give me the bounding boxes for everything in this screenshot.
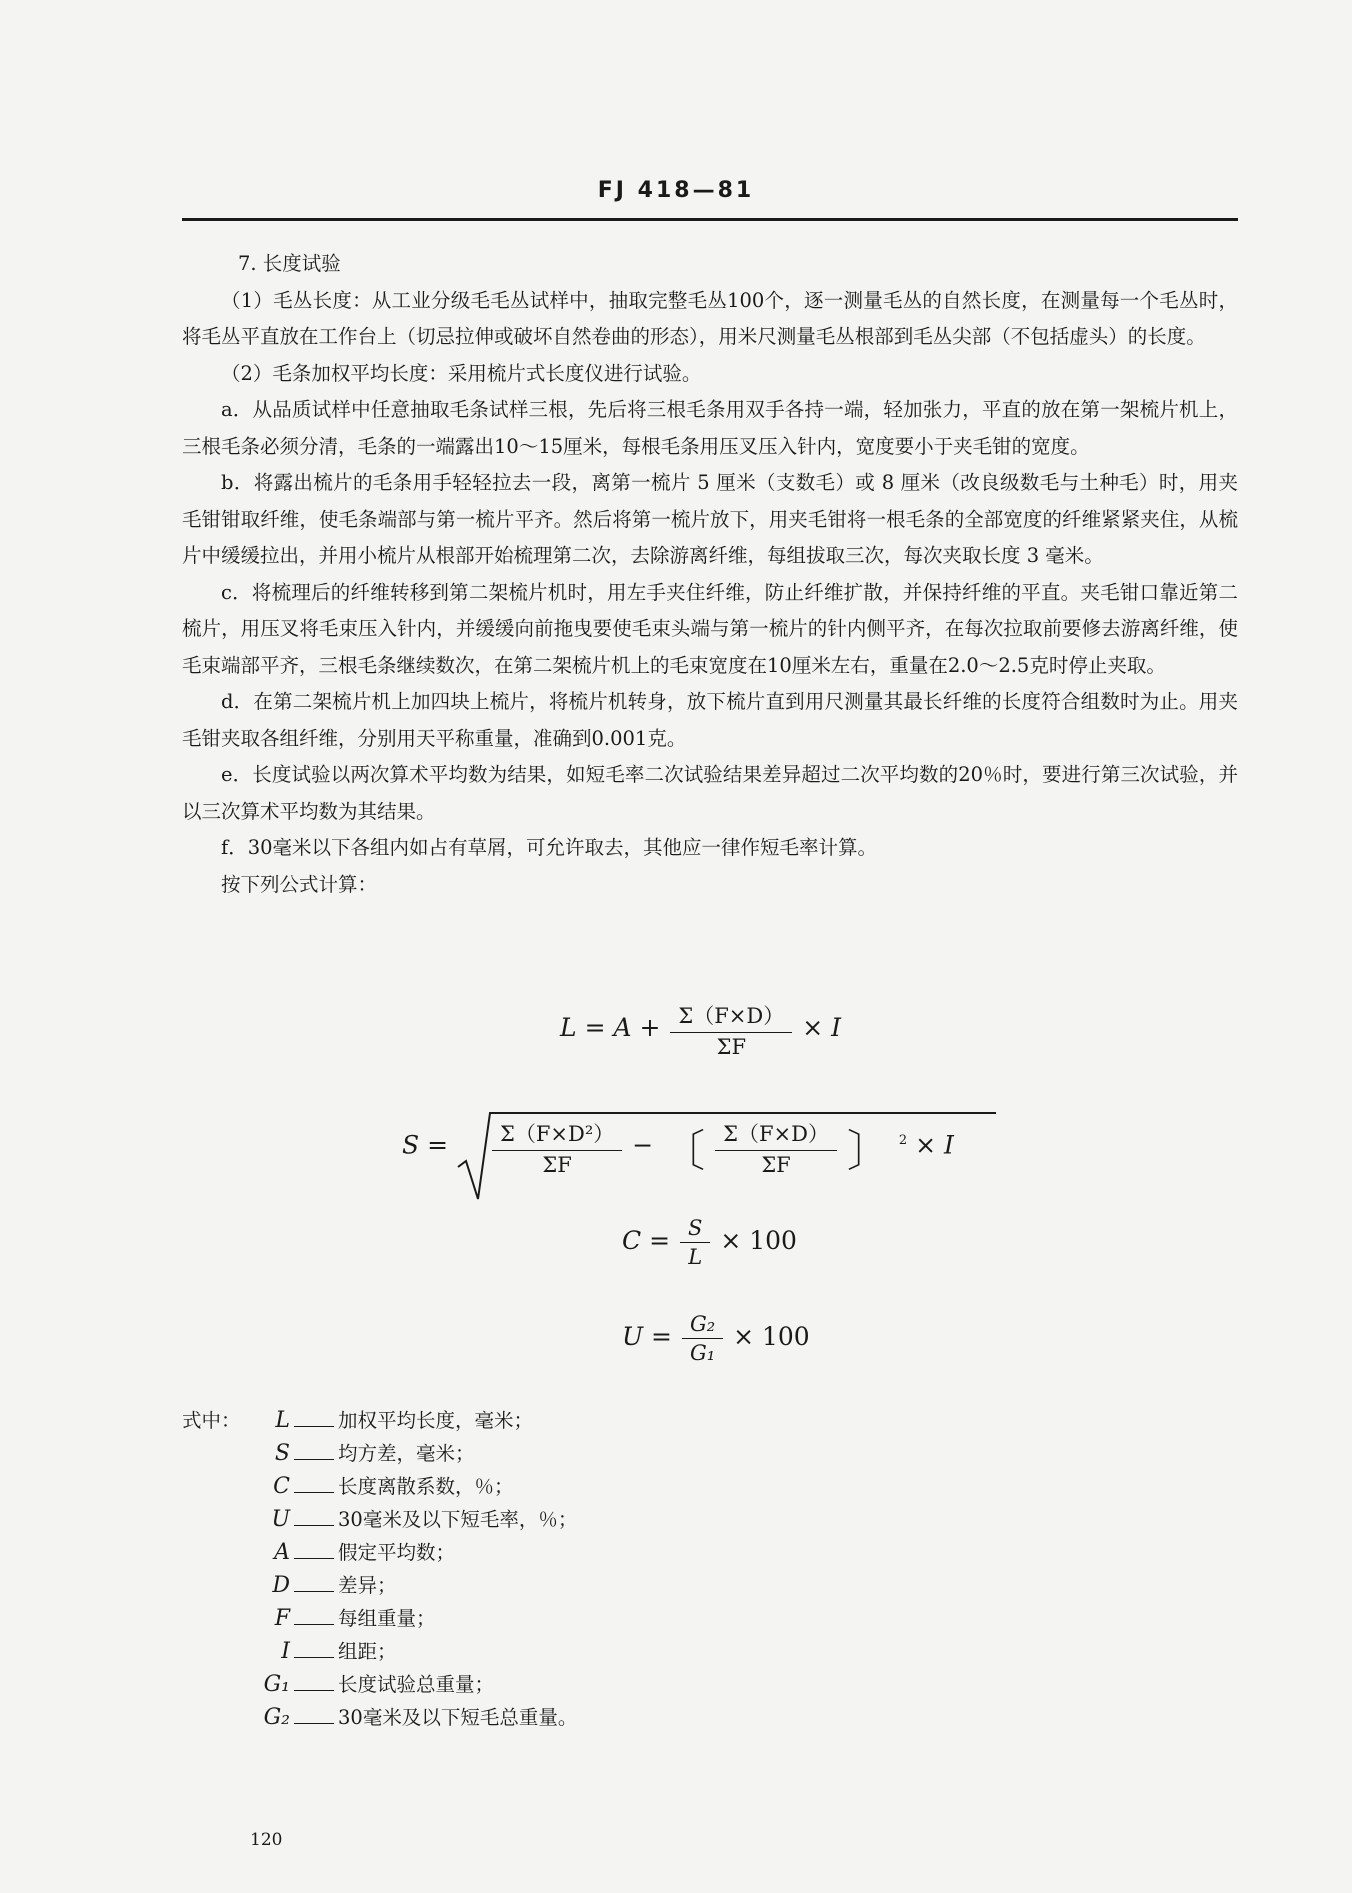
definition-row xyxy=(182,1404,577,1437)
definition-dash xyxy=(294,1624,334,1625)
definition-symbol: F xyxy=(274,1606,290,1631)
definition-text: 30毫米及以下短毛总重量。 xyxy=(338,1706,578,1729)
body-text xyxy=(182,246,1238,903)
paragraph-step-e: e．长度试验以两次算术平均数为结果，如短毛率二次试验结果差异超过二次平均数的20％时，要进行第三次试验，并以三次算术平均数为其结果。 xyxy=(182,763,1238,823)
formula-s-lhs: S xyxy=(402,1130,420,1160)
definition-text: 30毫米及以下短毛率，％； xyxy=(338,1508,578,1531)
definition-row xyxy=(182,1569,577,1602)
formula-s-numerator-2: Σ（F×D） xyxy=(723,1121,829,1146)
formula-l-eq: = xyxy=(584,1013,606,1042)
paragraph-weighted-length: （2）毛条加权平均长度：采用梳片式长度仪进行试验。 xyxy=(221,361,702,385)
definition-dash xyxy=(294,1558,334,1559)
definition-row xyxy=(182,1536,577,1569)
formula-weighted-length xyxy=(560,1000,841,1059)
definition-dash xyxy=(294,1525,334,1526)
formula-dispersion xyxy=(622,1216,797,1269)
definition-dash xyxy=(294,1426,334,1427)
definition-symbol: I xyxy=(281,1639,290,1664)
formula-std-deviation xyxy=(402,1115,954,1179)
definition-dash xyxy=(294,1492,334,1493)
formula-short-fiber-rate xyxy=(622,1312,810,1365)
definition-dash xyxy=(294,1591,334,1592)
formula-s-denominator-2: ΣF xyxy=(715,1150,837,1177)
paragraph-step-f: f．30毫米以下各组内如占有草屑，可允许取去，其他应一律作短毛率计算。 xyxy=(221,836,878,859)
definition-symbol: C xyxy=(273,1474,290,1499)
formula-u-eq: = xyxy=(651,1322,672,1351)
formula-u-tail: × 100 xyxy=(733,1322,810,1351)
formula-c-tail: × 100 xyxy=(720,1226,797,1255)
definition-dash xyxy=(294,1657,334,1658)
definition-symbol: L xyxy=(275,1408,290,1433)
formula-c-eq: = xyxy=(649,1226,671,1255)
formula-l-tail: I xyxy=(831,1013,841,1042)
definition-row xyxy=(182,1635,577,1668)
definition-symbol: A xyxy=(274,1540,290,1565)
paragraph-step-d: d．在第二架梳片机上加四块上梳片，将梳片机转身，放下梳片直到用尺测量其最长纤维的长度符合组数时为止。用夹毛钳夹取各组纤维，分别用天平称重量，准确到0.001克。 xyxy=(182,690,1238,750)
formula-u-fraction xyxy=(686,1312,719,1365)
definition-text: 长度离散系数，％； xyxy=(338,1475,514,1498)
formula-s-tail: I xyxy=(944,1130,954,1160)
formula-l-numerator: Σ（F×D） xyxy=(678,1004,785,1028)
definition-text: 均方差，毫米； xyxy=(338,1442,475,1465)
definition-text: 假定平均数； xyxy=(338,1541,456,1564)
definition-text: 加权平均长度，毫米； xyxy=(338,1409,534,1432)
definition-symbol: G₂ xyxy=(263,1705,290,1730)
definition-symbol: G₁ xyxy=(263,1672,290,1697)
formula-s-sqrt xyxy=(456,1115,907,1179)
formula-s-times: × xyxy=(915,1130,937,1160)
formula-c-lhs: C xyxy=(622,1226,642,1255)
formula-s-eq: = xyxy=(427,1130,449,1160)
sqrt-symbol xyxy=(456,1109,996,1205)
definition-row xyxy=(182,1437,577,1470)
formula-l-plus: + xyxy=(639,1013,661,1042)
formula-s-left-bracket: 〔 xyxy=(661,1126,706,1177)
formula-s-square: 2 xyxy=(898,1133,908,1149)
definition-symbol: D xyxy=(272,1573,290,1598)
definition-dash xyxy=(294,1459,334,1460)
formula-s-denominator-1: ΣF xyxy=(492,1150,622,1177)
formula-s-right-bracket: 〕 xyxy=(846,1126,891,1177)
definition-text: 长度试验总重量； xyxy=(338,1673,495,1696)
definitions-lead: 式中： xyxy=(182,1409,241,1432)
formula-u-lhs: U xyxy=(622,1322,644,1351)
definition-row xyxy=(182,1701,577,1734)
formula-l-fraction xyxy=(674,1000,788,1059)
formula-c-numerator: S xyxy=(688,1216,703,1240)
paragraph-step-b: b．将露出梳片的毛条用手轻轻拉去一段，离第一梳片 5 厘米（支数毛）或 8 厘米（改良级数毛与土种毛）时，用夹毛钳钳取纤维，使毛条端部与第一梳片平齐。然后将第一梳片放下，用夹毛钳将一根毛条的全部宽度的纤维紧紧夹住，从梳片中缓缓拉出，并用小梳片从根部开始梳理第二次，去除游离纤维，每组拔取三次，每次夹取长度 3 毫米。 xyxy=(182,471,1238,567)
definition-row xyxy=(182,1503,577,1536)
formula-u-numerator: G₂ xyxy=(689,1312,716,1336)
definition-dash xyxy=(294,1690,334,1691)
formula-l-lhs: L xyxy=(560,1013,577,1042)
paragraph-step-a: a．从品质试样中任意抽取毛条试样三根，先后将三根毛条用双手各持一端，轻加张力，平直的放在第一架梳片机上，三根毛条必须分清，毛条的一端露出10～15厘米，每根毛条用压叉压入针内，宽度要小于夹毛钳的宽度。 xyxy=(182,398,1238,458)
paragraph-step-c: c．将梳理后的纤维转移到第二架梳片机时，用左手夹住纤维，防止纤维扩散，并保持纤维的平直。夹毛钳口靠近第二梳片，用压叉将毛束压入针内，并缓缓向前拖曳要使毛束头端与第一梳片的针内侧平齐，在每次拉取前要修去游离纤维，使毛束端部平齐，三根毛条继续数次，在第二架梳片机上的毛束宽度在10厘米左右，重量在2.0～2.5克时停止夹取。 xyxy=(182,580,1239,677)
formula-u-denominator: G₁ xyxy=(682,1338,723,1365)
standard-code-header: FJ 418—81 xyxy=(597,178,755,203)
formula-s-minus: − xyxy=(632,1130,654,1160)
formula-s-numerator-1: Σ（F×D²） xyxy=(500,1121,615,1146)
definition-dash xyxy=(294,1723,334,1724)
paragraph-formula-intro: 按下列公式计算： xyxy=(221,872,378,896)
section-title: 7. 长度试验 xyxy=(238,252,341,275)
formula-c-fraction xyxy=(684,1216,706,1269)
formula-c-denominator: L xyxy=(680,1242,710,1269)
definition-symbol: S xyxy=(274,1441,290,1466)
paragraph-tuft-length: （1）毛丛长度：从工业分级毛毛丛试样中，抽取完整毛丛100个，逐一测量毛丛的自然长度，在测量每一个毛丛时，将毛丛平直放在工作台上（切忌拉伸或破坏自然卷曲的形态），用米尺测量毛丛根部到毛丛尖部（不包括虚头）的长度。 xyxy=(182,288,1238,348)
variable-definitions xyxy=(182,1404,577,1734)
definition-text: 组距； xyxy=(338,1640,397,1663)
definition-row xyxy=(182,1668,577,1701)
definition-text: 差异； xyxy=(338,1574,397,1597)
definition-text: 每组重量； xyxy=(338,1607,436,1630)
header-rule xyxy=(182,218,1238,221)
formula-l-denominator: ΣF xyxy=(670,1032,792,1059)
definition-symbol: U xyxy=(271,1507,290,1532)
formula-l-a: A xyxy=(613,1013,632,1042)
formula-l-times: × xyxy=(802,1013,824,1042)
page-number: 120 xyxy=(250,1830,283,1850)
definition-row xyxy=(182,1470,577,1503)
definition-row xyxy=(182,1602,577,1635)
